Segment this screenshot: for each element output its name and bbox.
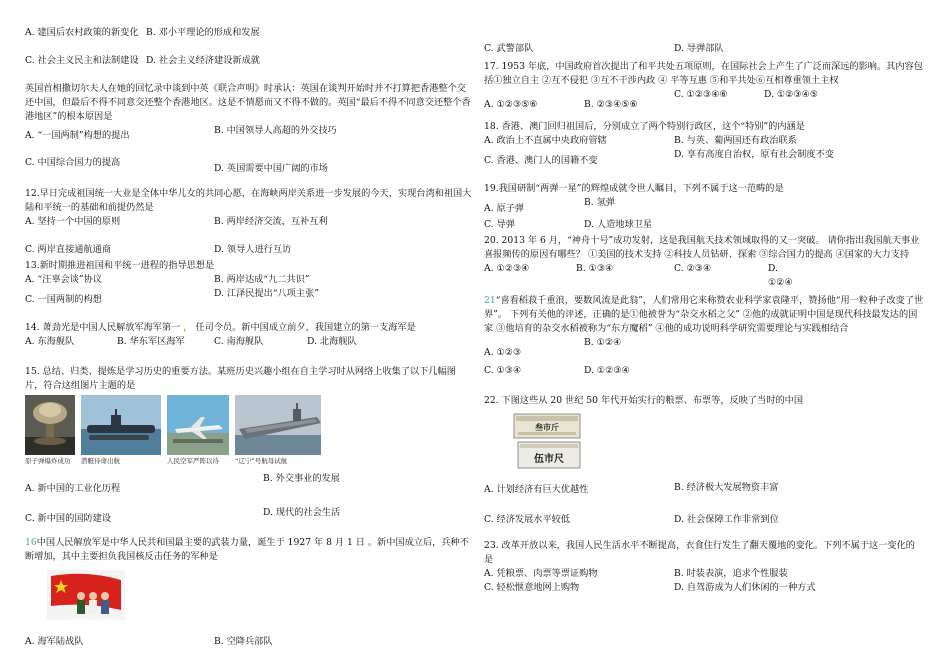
q17-option-a[interactable]: A. ①②③⑤⑥ [484,99,538,110]
q13-option-c[interactable]: C. 一国两制的构想 [25,294,102,305]
q21-stem [484,294,924,336]
q14-options [25,335,473,363]
q10-option-b[interactable]: B. 邓小平理论的形成和发展 [146,27,260,38]
q12-option-c[interactable]: C. 两岸直接通航通商 [25,244,112,255]
q22-stem: 22. 下图这些从 20 世纪 50 年代开始实行的粮票、布票等，反映了当时的中国 [484,395,804,406]
ticket-1-label: 叁市斤 [535,422,559,432]
q23-option-b[interactable]: B. 时装表演，追求个性服装 [674,568,788,579]
right-column [484,43,924,609]
q15-options [25,472,473,506]
q15-image-4 [235,395,321,466]
q21-option-c[interactable]: C. ①③④ [484,365,522,376]
q21-option-d[interactable]: D. ①②③④ [584,365,630,376]
q11-option-c[interactable]: C. 中国综合国力的提高 [25,157,121,168]
q22-option-b[interactable]: B. 经济极大发展物资丰富 [674,482,779,493]
q15-caption-3: 人民空军严阵以待 [167,457,219,465]
q13-option-b[interactable]: B. 两岸达成“九二共识” [214,274,310,285]
q17-stem: 17. 1953 年底，中国政府首次提出了和平共处五项原则，在国际社会上产生了广泛而深远的影响。其内容包括①独立自主 ②互不侵犯 ③互不干涉内政 ④ 平等互惠 ⑤和平共处⑥互相尊重领土主权 [484,61,923,86]
q15-image-strip [25,395,473,466]
q19-options [484,196,924,216]
q21-option-a[interactable]: A. ①②③ [484,347,522,358]
q21-option-b[interactable]: B. ①②④ [584,337,622,348]
q10-options-2 [25,54,473,82]
atomic-bomb-picture [25,395,75,455]
q14-stem-part1: 14. 萧劲光是中国人民解放军海军第一 [25,322,181,333]
q23-stem: 23. 改革开放以来，我国人民生活水平不断提高，衣食住行发生了翻天覆地的变化。下列不属于这一变化的是 [484,540,915,565]
q11-option-d[interactable]: D. 英国需要中国广阔的市场 [214,163,328,174]
q21-options [484,336,924,360]
q15-caption-2: 潜艇待命出航 [81,457,120,465]
q13-option-a[interactable]: A. “汪辜会谈”协议 [25,274,102,285]
q18-option-c[interactable]: C. 香港、澳门人的国籍不变 [484,155,598,166]
q16-number: 16 [25,537,37,548]
q14-option-b[interactable]: B. 华东军区海军 [117,336,185,347]
q16-stem-text: 中国人民解放军是中华人民共和国最主要的武装力量，诞生于 1927 年 8 月 1 日 。新中国成立后，兵种不断增加，其中主要担负我国核反击任务的军种是 [25,537,469,562]
left-column [25,26,473,649]
q15-caption-1: 原子弹爆炸成功 [25,457,71,465]
q13-options [25,273,473,287]
q22-image [512,412,924,475]
q23-option-a[interactable]: A. 凭粮票、肉票等票证购物 [484,568,598,579]
q19-option-d[interactable]: D. 人造地球卫星 [584,219,653,230]
q20-option-d[interactable]: D. ①②④ [768,263,793,288]
q12-option-b[interactable]: B. 两岸经济交流，互补互利 [214,216,328,227]
q20-option-b[interactable]: B. ①③④ [576,263,614,274]
q16-options-2 [484,43,924,60]
q22-options [484,481,924,509]
q20-option-a[interactable]: A. ①②③④ [484,263,530,274]
ticket-2-label: 伍市尺 [534,454,564,465]
q19-option-a[interactable]: A. 原子弹 [484,203,525,214]
q21-number: 21 [484,295,496,306]
q23-options [484,567,924,581]
q14-option-a[interactable]: A. 东海舰队 [25,336,75,347]
q15-image-2 [81,395,161,466]
air-force-picture [167,395,229,455]
q16-option-c[interactable]: C. 武警部队 [484,43,534,54]
q12-option-a[interactable]: A. 坚持一个中国的原则 [25,216,121,227]
q10-option-c[interactable]: C. 社会主义民主和法制建设 [25,55,139,66]
submarine-picture [81,395,161,455]
q20-options [484,262,924,290]
q19-option-c[interactable]: C. 导弹 [484,219,515,230]
q14-comma: ， [183,322,193,333]
q13-option-d[interactable]: D. 江泽民提出“八项主张” [214,288,319,299]
q18-option-b[interactable]: B. 与英、葡两国还有政治联系 [674,135,797,146]
q16-option-d[interactable]: D. 导弹部队 [674,43,724,54]
q10-option-a[interactable]: A. 建国后农村政策的新变化 [25,27,139,38]
q15-options-2 [25,506,473,536]
ration-tickets-picture [512,412,586,470]
q15-option-d[interactable]: D. 现代的社会生活 [263,507,341,518]
q16-image [47,570,473,625]
q10-options [25,26,473,54]
q19-option-b[interactable]: B. 氢弹 [584,197,615,208]
q21-options-2 [484,360,924,394]
q19-options-2 [484,216,924,230]
q11-options [25,124,473,152]
q12-stem: 12.早日完成祖国统一大业是全体中华儿女的共同心愿，在海峡两岸关系进一步发展的今天，实现台湾和祖国大陆和平统一的基础和前提仍然是 [25,188,472,213]
q14-option-c[interactable]: C. 南海舰队 [214,336,264,347]
q13-stem: 13.新时期推进祖国和平统一进程的指导思想是 [25,260,215,271]
q16-stem [25,536,473,564]
q15-option-c[interactable]: C. 新中国的国防建设 [25,513,112,524]
q15-image-3 [167,395,229,466]
q22-options-2 [484,509,924,539]
q17-option-c[interactable]: C. ①②③④⑥ [674,89,728,100]
q12-options [25,215,473,243]
q15-option-a[interactable]: A. 新中国的工业化历程 [25,483,121,494]
q22-option-d[interactable]: D. 社会保障工作非常到位 [674,514,779,525]
q23-option-c[interactable]: C. 轻松惬意地网上购物 [484,582,580,593]
q17-option-d[interactable]: D. ①②③④⑤ [764,89,819,100]
q12-option-d[interactable]: D. 领导人进行互访 [214,244,292,255]
q14-stem [25,321,473,335]
q15-image-1 [25,395,75,466]
aircraft-carrier-picture [235,395,321,455]
pla-flag-soldiers-picture [47,570,125,620]
q14-stem-part2: 任司令员。新中国成立前夕，我国建立的第一支海军是 [195,322,416,333]
q16-option-b[interactable]: B. 空降兵部队 [214,636,273,647]
q18-stem: 18. 香港、澳门回归祖国后，分别成立了两个特别行政区，这个“特别”的内涵是 [484,121,805,132]
q22-option-c[interactable]: C. 经济发展水平较低 [484,514,571,525]
q16-option-a[interactable]: A. 海军陆战队 [25,636,84,647]
q18-option-d[interactable]: D. 享有高度自治权，原有社会制度不变 [674,149,834,160]
q22-option-a[interactable]: A. 计划经济有巨大优越性 [484,484,589,495]
q18-option-a[interactable]: A. 政治上不直属中央政府管辖 [484,135,607,146]
q14-option-d[interactable]: D. 北海舰队 [307,336,357,347]
q21-stem-text: “喜看稻菽千重浪，要数风流是此翁”，人们常用它来称赞农业科学家袁隆平，赞扬他“用一粒种子改变了世界”。 下列有关他的评述，正确的是①他被誉为“杂交水稻之父” ②他的成就证明中国是现代科技最发达的国家 ③他培育的杂交水稻被称为“东方魔稻” ④他的成功说明科学研究需要理论与实践相结合 [484,295,924,334]
q10-option-d[interactable]: D. 社会主义经济建设新成就 [146,55,260,66]
q19-stem: 19.我国研制“两弹一星”的辉煌成就令世人瞩目，下列不属于这一范畴的是 [484,183,784,194]
q20-option-c[interactable]: C. ②③④ [674,263,712,274]
q15-caption-4: “辽宁”号航母试航 [235,457,288,465]
q16-options [25,635,473,649]
q20-stem: 20. 2013 年 6 月，“神舟十号”成功发射，这是我国航天技术领域取得的又一突破。 请你指出我国航天事业喜报频传的原因有哪些？ ①美国的技术支持 ②科技人员钻研、探索 ③综合国力的提高 ④国家的大力支持 [484,235,920,260]
q12-options-2 [25,243,473,257]
q18-options-2 [484,148,924,176]
q23-options-2 [484,581,924,609]
q15-stem: 15. 总结、归类、提炼是学习历史的重要方法。某班历史兴趣小组在自主学习时从网络上收集了以下几幅图片，符合这组图片主题的是 [25,366,456,391]
q15-option-b[interactable]: B. 外交事业的发展 [263,473,340,484]
q11-option-a[interactable]: A. “一国两制”构想的提出 [25,130,130,141]
q11-options-2 [25,152,473,183]
q13-options-2 [25,287,473,315]
q17-options [484,88,924,120]
q11-stem: 英国首相撒切尔夫人在她的回忆录中谈到中英《联合声明》时承认：英国在谈判开始时并不打算把香港整个交还中国，但最后不得不同意交还整个香港地区。这是不情愿而又不得不做的。英国“最后不得不同意交还整个香港地区”的根本原因是 [25,83,471,122]
q17-option-b[interactable]: B. ②③④⑤⑥ [584,99,638,110]
q18-options [484,134,924,148]
q11-option-b[interactable]: B. 中国领导人高超的外交技巧 [214,125,337,136]
q23-option-d[interactable]: D. 自驾游成为人们休闲的一种方式 [674,582,816,593]
